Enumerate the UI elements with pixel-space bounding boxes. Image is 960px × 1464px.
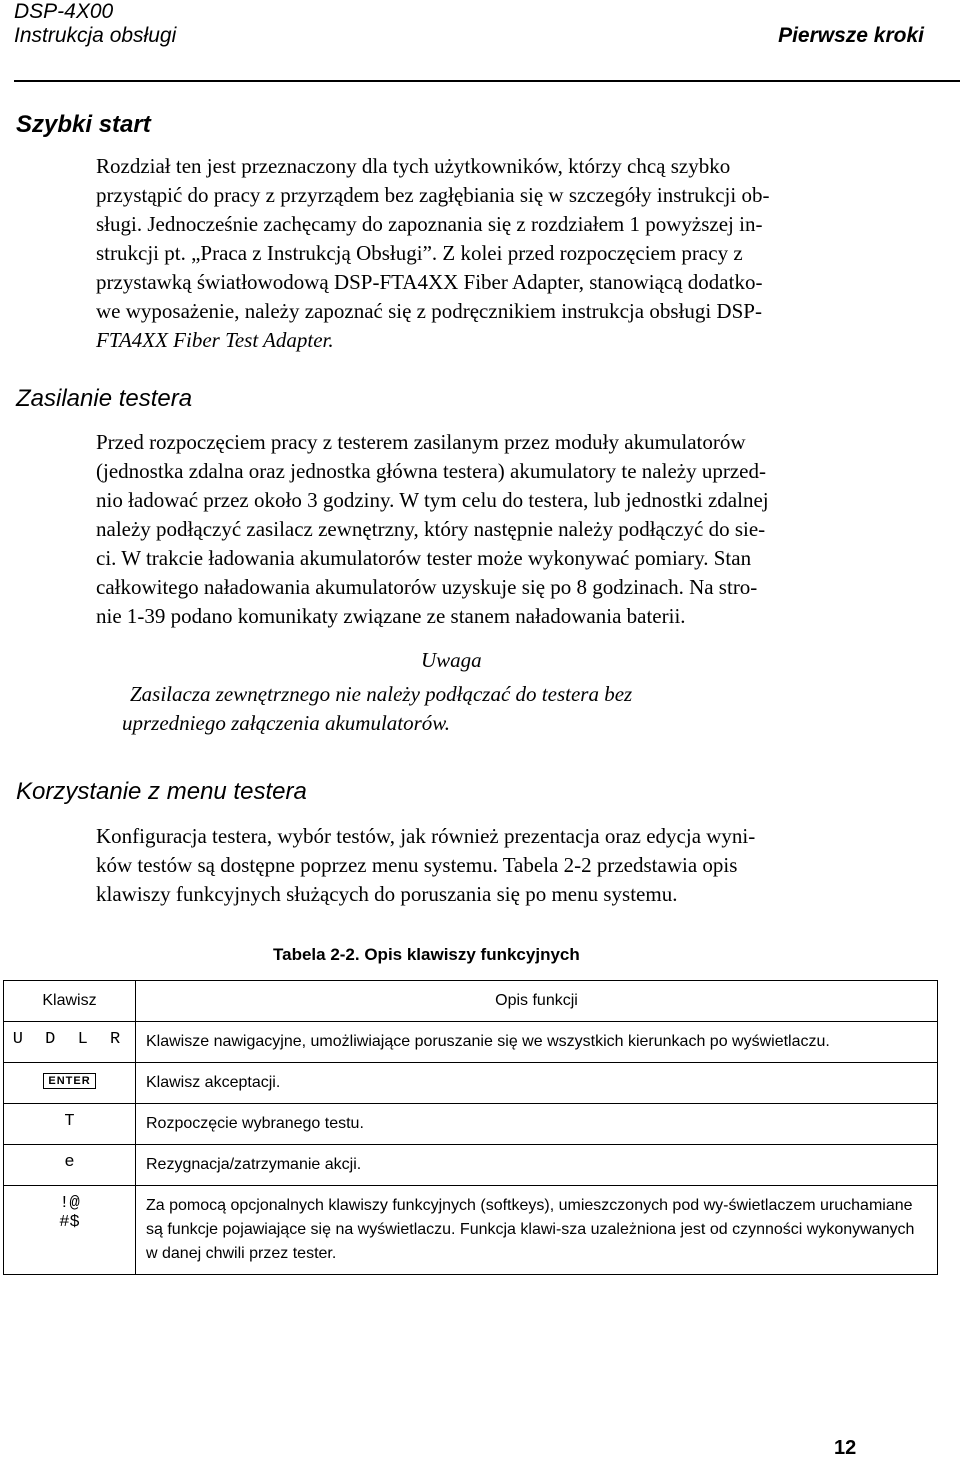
text-line: Rozdział ten jest przeznaczony dla tych użytkowników, którzy chcą szybko: [96, 154, 731, 178]
table-row: [4, 1063, 938, 1104]
table-row: [4, 1145, 938, 1186]
heading-power: Zasilanie testera: [16, 385, 193, 412]
table-row: [4, 1186, 938, 1275]
text-line: należy podłączyć zasilacz zewnętrzny, który następnie należy podłączyć do sie-: [96, 517, 766, 541]
key-softkeys-bottom: #$: [59, 1213, 80, 1232]
key-test: T: [64, 1112, 75, 1131]
header-manual: Instrukcja obsługi: [14, 24, 177, 47]
key-description: Klawisz akceptacji.: [136, 1063, 938, 1104]
text-line: klawiszy funkcyjnych służących do poruszania się po menu systemu.: [96, 882, 678, 906]
function-keys-table: [3, 980, 938, 1275]
table-caption: Tabela 2-2. Opis klawiszy funkcyjnych: [273, 945, 580, 964]
heading-quick-start: Szybki start: [16, 111, 151, 138]
text-line: ków testów są dostępne poprzez menu systemu. Tabela 2-2 przedstawia opis: [96, 853, 738, 877]
text-line: przystawką światłowodową DSP-FTA4XX Fiber Adapter, stanowiącą dodatko-: [96, 270, 763, 294]
key-description: Rezygnacja/zatrzymanie akcji.: [136, 1145, 938, 1186]
text-line: Konfiguracja testera, wybór testów, jak również prezentacja oraz edycja wyni-: [96, 824, 756, 848]
text-line: nie 1-39 podano komunikaty związane ze stanem naładowania baterii.: [96, 604, 686, 628]
text-line: sługi. Jednocześnie zachęcamy do zapoznania się z rozdziałem 1 powyższej in-: [96, 212, 763, 236]
power-paragraph: [96, 428, 769, 631]
page-number: 12: [834, 1437, 857, 1459]
key-arrows: U D L R: [12, 1030, 127, 1049]
text-line: FTA4XX Fiber Test Adapter.: [96, 328, 334, 352]
key-description: Rozpoczęcie wybranego testu.: [136, 1104, 938, 1145]
enter-key-icon: ENTER: [43, 1073, 95, 1089]
key-softkeys-top: !@: [59, 1194, 80, 1213]
col-key-header: Klawisz: [4, 981, 136, 1022]
note-line-2: uprzedniego załączenia akumulatorów.: [122, 711, 451, 735]
text-line: Przed rozpoczęciem pracy z testerem zasilanym przez moduły akumulatorów: [96, 430, 746, 454]
menu-paragraph: [96, 822, 755, 909]
table-row: [4, 1104, 938, 1145]
header-divider: [14, 80, 960, 82]
text-line: (jednostka zdalna oraz jednostka główna testera) akumulatory te należy uprzed-: [96, 459, 766, 483]
note-line-1: Zasilacza zewnętrznego nie należy podłączać do testera bez: [130, 682, 633, 706]
text-line: strukcji pt. „Praca z Instrukcją Obsługi”. Z kolei przed rozpoczęciem pracy z: [96, 241, 743, 265]
note-title: Uwaga: [421, 648, 482, 672]
text-line: całkowitego naładowania akumulatorów uzyskuje się po 8 godzinach. Na stro-: [96, 575, 758, 599]
text-line: ci. W trakcie ładowania akumulatorów tester może wykonywać pomiary. Stan: [96, 546, 752, 570]
text-line: we wyposażenie, należy zapoznać się z podręcznikiem instrukcja obsługi DSP-: [96, 299, 762, 323]
col-desc-header: Opis funkcji: [136, 981, 938, 1022]
text-line: nio ładować przez około 3 godziny. W tym celu do testera, lub jednostki zdalnej: [96, 488, 769, 512]
key-exit: e: [64, 1153, 75, 1172]
quick-start-paragraph: [96, 152, 769, 355]
heading-menu: Korzystanie z menu testera: [16, 778, 307, 805]
table-header-row: [4, 981, 938, 1022]
key-description: Za pomocą opcjonalnych klawiszy funkcyjnych (softkeys), umieszczonych pod wy-świetlaczem uruchamiane są funkcje pojawiające się na wyświetlaczu. Funkcja klawi-sza uzależniona jest od czynności wykonywanych w danej chwili przez tester.: [136, 1186, 938, 1275]
header-section: Pierwsze kroki: [778, 24, 924, 47]
text-line: przystąpić do pracy z przyrządem bez zagłębiania się w szczegóły instrukcji ob-: [96, 183, 770, 207]
key-description: Klawisze nawigacyjne, umożliwiające poruszanie się we wszystkich kierunkach po wyświetlaczu.: [136, 1022, 938, 1063]
header-model: DSP-4X00: [14, 0, 114, 23]
table-row: [4, 1022, 938, 1063]
